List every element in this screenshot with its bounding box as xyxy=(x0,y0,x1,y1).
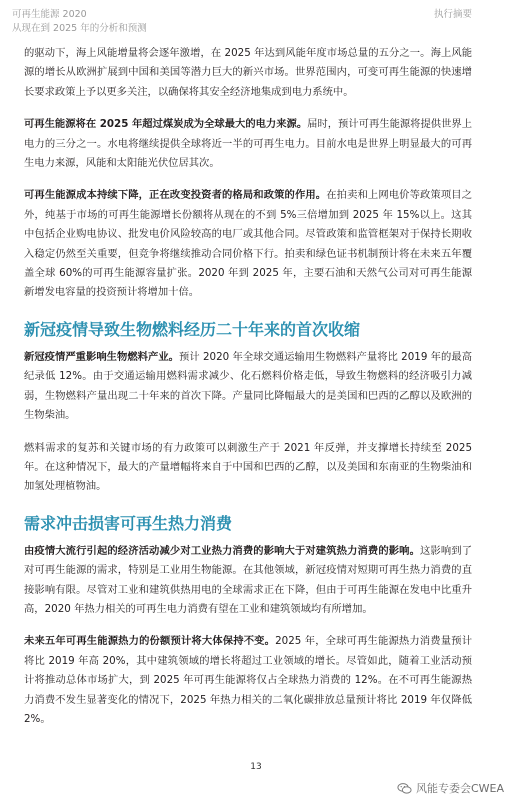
wechat-icon xyxy=(397,783,412,794)
paragraph-lead: 由疫情大流行引起的经济活动减少对工业热力消费的影响大于对建筑热力消费的影响。 xyxy=(24,544,421,557)
paragraph-biofuel-impact xyxy=(24,348,472,426)
report-title: 可再生能源 2020 xyxy=(12,9,87,20)
section-label: 执行摘要 xyxy=(433,9,472,20)
paragraph-renewables-overtake-coal xyxy=(24,115,472,173)
paragraph-heat-impact xyxy=(24,542,472,620)
paragraph-text: 在拍卖和上网电价等政策项目之外，纯基于市场的可再生能源增长份额将从现在的不到 5%三倍增加到 2025 年 15%以上。这其中包括企业购电协议、批发电价风险较高的电厂或其他合同。尽管政策和监管框架对于保持长期收入稳定仍然至关重要，但竞争将继续推动合同价格下行。拍卖和绿色证书机制预计将在未来五年覆盖全球 60%的可再生能源容量扩张。2020 年到 2025 年，主要石油和天然气公司对可再生能源新增发电容量的投资预计将增加十倍。 xyxy=(24,189,473,299)
paragraph-text: 预计 2020 年全球交通运输用生物燃料产量将比 2019 年的最高纪录低 12%。由于交通运输用燃料需求减少、化石燃料价格走低，导致生物燃料的经济吸引力减弱，生物燃料产量出现二十年来的首次下降。产量同比降幅最大的是美国和巴西的乙醇以及欧洲的生物柴油。 xyxy=(24,350,472,422)
paragraph-lead: 可再生能源将在 2025 年超过煤炭成为全球最大的电力来源。 xyxy=(24,118,308,131)
paragraph-text: 这影响到了对可再生能源的需求，特别是工业用生物能源。在其他领域，新冠疫情对短期可再生热力消费的直接影响有限。尽管对工业和建筑供热用电的全球需求正在下降，但由于可再生能源在发电中比重升高，2020 年热力相关的可再生电力消费有望在工业和建筑领域均有所增加。 xyxy=(24,544,472,615)
page-number: 13 xyxy=(250,762,262,772)
section-heading-biofuels: 新冠疫情导致生物燃料经历二十年来的首次收缩 xyxy=(24,319,361,339)
paragraph-lead: 未来五年可再生能源热力的份额预计将大体保持不变。 xyxy=(24,635,276,648)
paragraph-lead: 可再生能源成本持续下降，正在改变投资者的格局和政策的作用。 xyxy=(24,189,327,202)
paragraph-text: 届时，预计可再生能源将提供世界上电力的三分之一。水电将继续提供全球将近一半的可再生电力。目前水电是世界上明显最大的可再生电力来源，风能和太阳能光伏位居其次。 xyxy=(24,118,472,170)
page-body xyxy=(24,44,472,729)
report-subtitle: 从现在到 2025 年的分析和预测 xyxy=(12,23,147,34)
watermark xyxy=(397,780,504,796)
paragraph-lead: 新冠疫情严重影响生物燃料产业。 xyxy=(24,350,180,363)
paragraph-biofuel-recovery: 燃料需求的复苏和关键市场的有力政策可以刺激生产于 2021 年反弹，并支撑增长持续至 2025 年。在这种情况下，最大的产量增幅将来自于中国和巴西的乙醇，以及美国和东南亚的生物柴油和加氢处理植物油。 xyxy=(24,441,472,493)
watermark-text: 风能专委会CWEA xyxy=(415,782,504,795)
paragraph-wind: 的驱动下，海上风能增量将会逐年激增，在 2025 年达到风能年度市场总量的五分之一。海上风能源的增长从欧洲扩展到中国和美国等潜力巨大的新兴市场。世界范围内，可变可再生能源的快速增长要求政策上予以更多关注，以确保将其安全经济地集成到电力系统中。 xyxy=(24,47,472,98)
paragraph-heat-share xyxy=(24,632,472,729)
section-heading-heat: 需求冲击损害可再生热力消费 xyxy=(24,513,233,533)
paragraph-cost-decline xyxy=(24,186,472,302)
paragraph-text: 2025 年，全球可再生能源热力消费量预计将比 2019 年高 20%，其中建筑领域的增长将超过工业领域的增长。尽管如此，随着工业活动预计将推动总体市场扩大，到 2025 年可再生能源将仅占全球热力消费的 12%。在不可再生能源热力消费不发生显著变化的情况下，2025 年热力相关的二氧化碳排放总量预计将比 2019 年仅降低 2%。 xyxy=(24,635,472,725)
page-header xyxy=(0,0,512,40)
